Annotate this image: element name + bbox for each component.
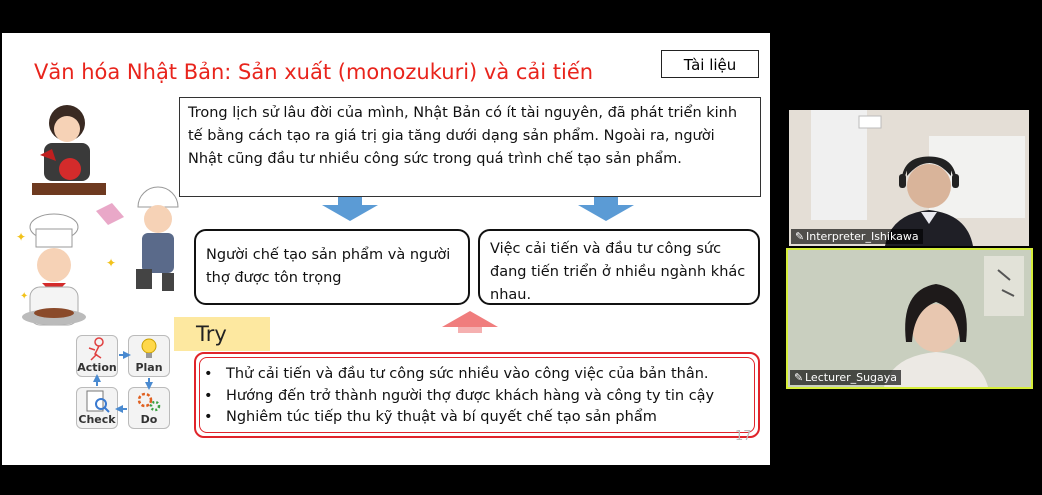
- intro-text-box: Trong lịch sử lâu đời của mình, Nhật Bản có ít tài nguyên, đã phát triển kinh tế bằng cách tạo ra giá trị gia tăng dưới dạng sản phẩm. Ngoài ra, người Nhật cũng đầu tư nhiều công sức trong quá trình chế tạo sản phẩm.: [179, 97, 761, 197]
- participant-name-tag: [791, 229, 923, 244]
- svg-text:✦: ✦: [106, 256, 117, 270]
- cycle-arrows: [76, 335, 174, 431]
- pdca-cycle: [76, 335, 174, 431]
- try-box: [194, 352, 760, 438]
- lecturer-video-feed: [788, 250, 1031, 387]
- participant-name: Lecturer_Sugaya: [805, 371, 898, 384]
- box-improvement-progress: Việc cải tiến và đầu tư công sức đang tiến triển ở nhiều ngành khác nhau.: [478, 229, 760, 305]
- cycle-action-label: Action: [77, 361, 117, 374]
- slide-page-number: 17: [735, 429, 752, 444]
- mic-muted-icon: ✎: [795, 230, 805, 243]
- try-item: • Thử cải tiến và đầu tư công sức nhiều vào công việc của bản thân.: [204, 364, 714, 386]
- cycle-do-label: Do: [140, 413, 158, 426]
- try-label: Try: [174, 317, 270, 351]
- svg-text:✦: ✦: [16, 230, 27, 244]
- chef-worker-illustration: [12, 99, 182, 349]
- participant-video-interpreter[interactable]: [789, 110, 1029, 246]
- down-arrow-left: [322, 205, 378, 221]
- down-arrow-right: [578, 205, 634, 221]
- interpreter-video-feed: [789, 110, 1029, 246]
- mic-muted-icon: ✎: [794, 371, 804, 384]
- participant-name-tag: [790, 370, 901, 385]
- up-arrow: [442, 311, 498, 327]
- cycle-check-label: Check: [78, 413, 116, 426]
- box-craftsmen-respected: Người chế tạo sản phẩm và người thợ được tôn trọng: [194, 229, 470, 305]
- try-item: • Nghiêm túc tiếp thu kỹ thuật và bí quyết chế tạo sản phẩm: [204, 407, 714, 429]
- try-list: [204, 364, 714, 429]
- try-item: • Hướng đến trở thành người thợ được khách hàng và công ty tin cậy: [204, 386, 714, 408]
- shared-slide: [2, 33, 770, 465]
- cycle-plan-label: Plan: [135, 361, 163, 374]
- participant-video-lecturer[interactable]: [786, 248, 1033, 389]
- participant-name: Interpreter_Ishikawa: [806, 230, 919, 243]
- svg-text:✦: ✦: [20, 291, 29, 302]
- slide-title: Văn hóa Nhật Bản: Sản xuất (monozukuri) và cải tiến: [34, 60, 594, 84]
- document-tag: Tài liệu: [661, 50, 759, 78]
